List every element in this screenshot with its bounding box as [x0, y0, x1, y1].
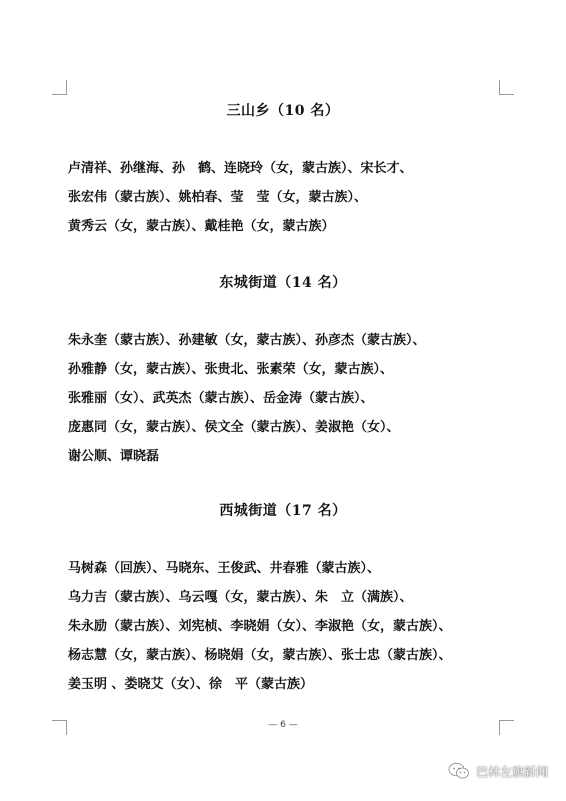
name-list — [68, 326, 508, 471]
list-line: 张宏伟（蒙古族）、姚柏春、莹 莹（女，蒙古族）、 — [68, 190, 368, 205]
list-line: 杨志慧（女，蒙古族）、杨晓娟（女，蒙古族）、张士忠（蒙古族）、 — [68, 648, 452, 663]
section-title: 西城街道（17 名） — [219, 503, 347, 519]
list-line: 朱永励（蒙古族）、刘宪桢、李晓娟（女）、李淑艳（女，蒙古族）、 — [68, 619, 452, 634]
list-line: 黄秀云（女，蒙古族）、戴桂艳（女，蒙古族） — [68, 219, 335, 234]
name-list — [68, 154, 508, 241]
list-line: 孙雅静（女，蒙古族）、张贵北、张素荣（女，蒙古族）、 — [68, 362, 394, 377]
name-list — [68, 554, 508, 699]
list-line: 卢清祥、孙继海、孙 鹤、连晓玲（女，蒙古族）、宋长才、 — [68, 161, 413, 176]
wechat-icon — [448, 762, 470, 780]
list-line: 谢公顺、谭晓磊 — [68, 449, 160, 464]
list-line: 朱永奎（蒙古族）、孙建敏（女，蒙古族）、孙彦杰（蒙古族）、 — [68, 333, 426, 348]
watermark-text: 巴林左旗新闻 — [475, 764, 548, 779]
crop-mark-top-right — [499, 80, 514, 95]
watermark — [448, 762, 548, 780]
page-number: — 6 — — [268, 720, 298, 730]
list-line: 乌力吉（蒙古族）、乌云嘎（女，蒙古族）、朱 立（满族）、 — [68, 590, 413, 605]
crop-mark-top-left — [52, 80, 67, 95]
list-line: 姜玉明 、娄晓艾（女）、徐 平（蒙古族） — [68, 677, 314, 692]
section-title: 三山乡（10 名） — [226, 103, 340, 119]
list-line: 马树森（回族）、马晓东、王俊武、井春雅（蒙古族）、 — [68, 561, 381, 576]
section-title: 东城街道（14 名） — [219, 275, 347, 291]
list-line: 张雅丽（女）、武英杰（蒙古族）、岳金涛（蒙古族）、 — [68, 391, 374, 406]
list-line: 庞惠同（女，蒙古族）、侯文全（蒙古族）、姜淑艳（女）、 — [68, 420, 400, 435]
